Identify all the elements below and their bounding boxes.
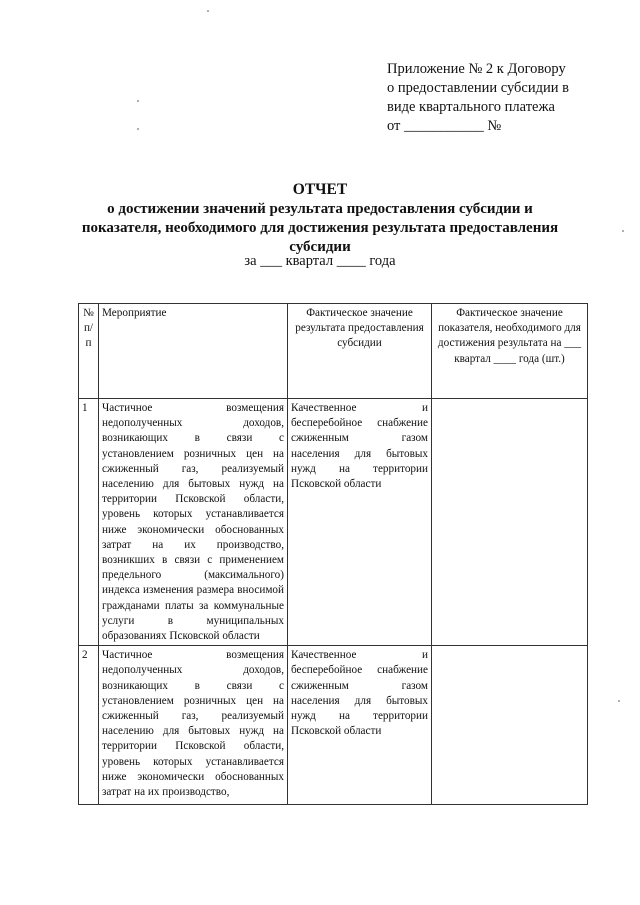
header-measure: Мероприятие [99, 304, 288, 399]
report-title-line-1: о достижении значений результата предоставления субсидии и [107, 201, 533, 217]
row-1-measure: Частичное возмещения недополученных доходов, возникающих в связи с установлением розничных цен на сжиженный газ, реализуемый населению для бытовых нужд на территории Псковской области, уровень которых устанавливается ниже экономически обоснованных затрат на их производство, возникших в связи с применением предельного (максимального) индекса изменения размера вносимой гражданами платы за коммунальные услуги в муниципальных образованиях Псковской области [99, 399, 288, 646]
row-2-indicator [432, 646, 588, 805]
appendix-line-2: о предоставлении субсидии в [387, 80, 569, 96]
appendix-line-4: от ___________ № [387, 118, 502, 134]
report-table [78, 303, 588, 805]
scan-speck [618, 700, 620, 702]
scan-speck [137, 100, 139, 102]
appendix-note [387, 60, 617, 136]
table-row [79, 399, 588, 646]
report-title [0, 180, 640, 257]
table-header-row [79, 304, 588, 399]
row-2-result: Качественное и бесперебойное снабжение сжиженным газом населения для бытовых нужд на территории Псковской области [288, 646, 432, 805]
row-1-num: 1 [79, 399, 99, 646]
scan-speck [207, 10, 209, 12]
header-indicator: Фактическое значение показателя, необходимого для достижения результата на ___ квартал ____ года (шт.) [432, 304, 588, 399]
header-result: Фактическое значение результата предоставления субсидии [288, 304, 432, 399]
row-1-result: Качественное и бесперебойное снабжение сжиженным газом населения для бытовых нужд на территории Псковской области [288, 399, 432, 646]
scan-speck [622, 230, 624, 232]
appendix-line-3: виде квартального платежа [387, 99, 555, 115]
row-2-num: 2 [79, 646, 99, 805]
scan-speck [137, 128, 139, 130]
appendix-line-1: Приложение № 2 к Договору [387, 61, 566, 77]
row-2-measure [99, 646, 288, 805]
report-heading: ОТЧЕТ [292, 181, 348, 198]
report-period: за ___ квартал ____ года [244, 253, 396, 269]
report-title-line-3: субсидии [289, 239, 351, 255]
row-2-measure-text: Частичное возмещения недополученных доходов, возникающих в связи с установлением розничных цен на сжиженный газ, реализуемый населению для бытовых нужд на территории Псковской области, уровень которых устанавливается ниже экономически обоснованных затрат на их производство, [102, 649, 284, 799]
table-row [79, 646, 588, 805]
row-1-indicator [432, 399, 588, 646]
report-title-line-2: показателя, необходимого для достижения результата предоставления [81, 220, 559, 236]
header-num: № п/п [79, 304, 99, 399]
